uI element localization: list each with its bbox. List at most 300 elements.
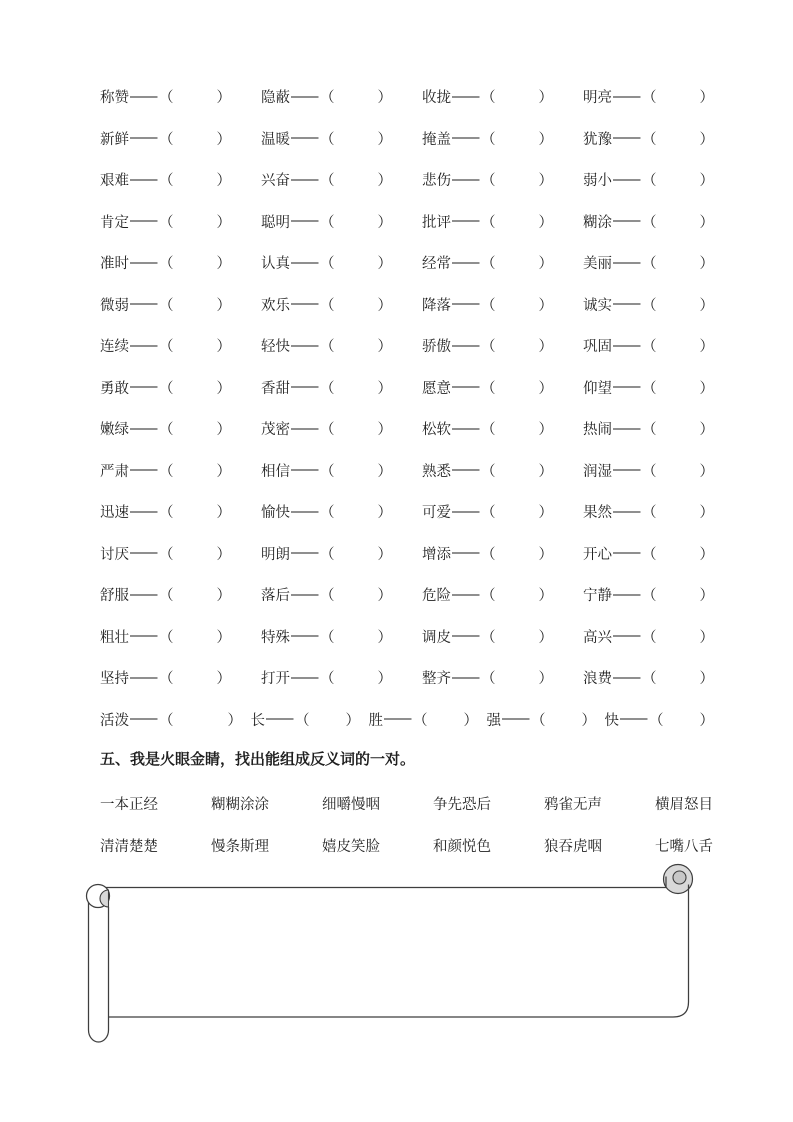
paren-open: （ [159,712,174,729]
dash-separator: —— [130,503,156,520]
word-pair-row [100,616,714,658]
paren-open: （ [159,173,174,190]
dash-separator: —— [291,420,317,437]
paren-open: （ [159,505,174,522]
word-pair-item [100,418,231,439]
word-label: 热闹 [583,422,612,439]
dash-separator: —— [130,420,156,437]
paren-close: ） [699,297,714,314]
idiom-item: 争先恐后 [433,796,491,813]
word-pair-item [422,252,553,273]
paren-open: （ [649,712,664,729]
paren-open: （ [481,90,496,107]
paren-close: ） [699,671,714,688]
paren-close: ） [699,422,714,439]
paren-open: （ [481,505,496,522]
dash-separator: —— [291,130,317,147]
word-label: 活泼 [100,712,129,729]
word-label: 坚持 [100,671,129,688]
word-label: 整齐 [422,671,451,688]
word-pair-item [583,543,714,564]
paren-close: ） [377,463,392,480]
paren-open: （ [481,463,496,480]
paren-close: ） [216,131,231,148]
idiom-item: 和颜悦色 [433,839,491,856]
word-pair-row [100,118,714,160]
word-pair-item [422,501,553,522]
paren-open: （ [320,380,335,397]
word-pair-row [100,408,714,450]
paren-open: （ [481,588,496,605]
paren-close: ） [227,712,242,729]
word-label: 增添 [422,546,451,563]
paren-open: （ [642,629,657,646]
dash-separator: —— [452,296,478,313]
paren-close: ） [538,588,553,605]
paren-close: ） [538,380,553,397]
paren-open: （ [320,214,335,231]
word-label: 准时 [100,256,129,273]
paren-open: （ [642,297,657,314]
paren-close: ） [538,629,553,646]
paren-close: ） [377,629,392,646]
dash-separator: —— [452,213,478,230]
word-label: 掩盖 [422,131,451,148]
dash-separator: —— [613,420,639,437]
word-pair-item [261,169,392,190]
word-pair-item [100,709,242,730]
paren-close: ） [538,256,553,273]
paren-close: ） [216,214,231,231]
word-label: 弱小 [583,173,612,190]
dash-separator: —— [130,296,156,313]
dash-separator: —— [452,669,478,686]
paren-close: ） [538,297,553,314]
dash-separator: —— [452,337,478,354]
paren-close: ） [699,173,714,190]
word-pair-row [100,450,714,492]
paren-open: （ [159,380,174,397]
word-pair-item [100,377,231,398]
dash-separator: —— [130,337,156,354]
word-pair-item [583,335,714,356]
word-pair-row [100,76,714,118]
word-label: 兴奋 [261,173,290,190]
dash-separator: —— [502,711,528,728]
paren-close: ） [377,297,392,314]
word-pair-item [422,377,553,398]
word-label: 经常 [422,256,451,273]
word-pair-item [261,252,392,273]
idiom-item: 横眉怒目 [655,796,713,813]
paren-close: ） [216,671,231,688]
paren-close: ） [699,588,714,605]
paren-open: （ [642,90,657,107]
word-pair-row [100,242,714,284]
word-pair-item [583,252,714,273]
paren-open: （ [481,131,496,148]
paren-open: （ [320,629,335,646]
word-pair-item [100,543,231,564]
paren-open: （ [159,588,174,605]
dash-separator: —— [291,337,317,354]
paren-open: （ [320,339,335,356]
word-label: 危险 [422,588,451,605]
paren-close: ） [538,422,553,439]
paren-open: （ [320,422,335,439]
paren-open: （ [481,671,496,688]
word-label: 降落 [422,297,451,314]
word-label: 香甜 [261,380,290,397]
paren-open: （ [642,339,657,356]
word-label: 隐蔽 [261,90,290,107]
word-pair-item [583,211,714,232]
word-pair-item [261,543,392,564]
dash-separator: —— [613,254,639,271]
paren-open: （ [320,671,335,688]
paren-open: （ [481,546,496,563]
word-pair-item [583,501,714,522]
word-label: 果然 [583,505,612,522]
word-pair-item [251,709,361,730]
paren-close: ） [216,629,231,646]
word-pair-item [422,460,553,481]
word-pair-item [100,169,231,190]
word-pair-row [100,367,714,409]
dash-separator: —— [291,296,317,313]
paren-close: ） [377,339,392,356]
word-pair-item [422,626,553,647]
word-pair-item [583,460,714,481]
word-pair-item [422,211,553,232]
paren-close: ） [699,90,714,107]
word-pair-item [583,169,714,190]
word-label: 勇敢 [100,380,129,397]
paren-open: （ [159,422,174,439]
idiom-item: 七嘴八舌 [655,839,713,856]
word-label: 肯定 [100,214,129,231]
word-pair-item [261,211,392,232]
word-pair-item [261,460,392,481]
dash-separator: —— [266,711,292,728]
word-pair-row [100,159,714,201]
word-pair-item [100,501,231,522]
word-pair-item [100,460,231,481]
dash-separator: —— [130,254,156,271]
idiom-list [100,782,713,867]
word-label: 迅速 [100,505,129,522]
paren-close: ） [538,131,553,148]
idiom-row [100,782,713,825]
paren-close: ） [216,546,231,563]
paren-close: ） [377,380,392,397]
paren-open: （ [481,422,496,439]
dash-separator: —— [613,213,639,230]
word-label: 强 [486,712,501,729]
word-label: 美丽 [583,256,612,273]
dash-separator: —— [291,462,317,479]
word-label: 严肃 [100,463,129,480]
word-label: 长 [250,712,265,729]
paren-close: ） [538,339,553,356]
word-pair-item [583,418,714,439]
dash-separator: —— [130,586,156,603]
word-pair-row [100,284,714,326]
word-label: 相信 [261,463,290,480]
word-label: 讨厌 [100,546,129,563]
idiom-item: 细嚼慢咽 [322,796,380,813]
section5-title: 五、我是火眼金睛，找出能组成反义词的一对。 [100,751,416,768]
dash-separator: —— [130,88,156,105]
word-label: 开心 [583,546,612,563]
word-pair-item [422,128,553,149]
dash-separator: —— [291,213,317,230]
word-label: 骄傲 [422,339,451,356]
idiom-item: 鸦雀无声 [544,796,602,813]
word-pair-item [422,86,553,107]
scroll-banner-shape [80,856,702,1048]
dash-separator: —— [291,586,317,603]
paren-close: ） [538,505,553,522]
paren-open: （ [320,505,335,522]
word-pair-item [261,418,392,439]
paren-open: （ [159,90,174,107]
word-label: 明朗 [261,546,290,563]
dash-separator: —— [291,669,317,686]
dash-separator: —— [291,545,317,562]
paren-open: （ [159,671,174,688]
paren-open: （ [642,671,657,688]
word-pair-item [583,584,714,605]
paren-close: ） [345,712,360,729]
paren-open: （ [642,546,657,563]
word-label: 特殊 [261,629,290,646]
word-label: 批评 [422,214,451,231]
paren-close: ） [216,422,231,439]
word-pair-item [605,709,715,730]
paren-close: ） [581,712,596,729]
paren-close: ） [216,297,231,314]
word-pair-item [261,667,392,688]
word-label: 欢乐 [261,297,290,314]
word-pair-item [583,377,714,398]
paren-open: （ [531,712,546,729]
paren-open: （ [642,422,657,439]
word-pair-row [100,657,714,699]
scroll-body-outline [106,877,689,1018]
dash-separator: —— [384,711,410,728]
paren-close: ） [699,463,714,480]
word-label: 明亮 [583,90,612,107]
word-pair-item [261,86,392,107]
dash-separator: —— [130,379,156,396]
word-label: 粗壮 [100,629,129,646]
word-pair-row [100,201,714,243]
word-label: 新鲜 [100,131,129,148]
paren-open: （ [320,588,335,605]
paren-close: ） [377,131,392,148]
paren-open: （ [159,297,174,314]
dash-separator: —— [613,669,639,686]
paren-open: （ [481,380,496,397]
dash-separator: —— [452,503,478,520]
paren-open: （ [159,339,174,356]
dash-separator: —— [291,628,317,645]
paren-close: ） [216,339,231,356]
paren-open: （ [481,256,496,273]
paren-open: （ [320,463,335,480]
dash-separator: —— [452,254,478,271]
word-pair-item [583,626,714,647]
paren-close: ） [699,339,714,356]
dash-separator: —— [613,337,639,354]
paren-open: （ [642,380,657,397]
paren-close: ） [463,712,478,729]
word-pair-item [100,128,231,149]
scroll-right-curl-inner [673,871,686,884]
word-pair-item [261,377,392,398]
idiom-item: 清清楚楚 [100,839,158,856]
word-pair-item [369,709,479,730]
word-pair-item [261,501,392,522]
paren-close: ） [216,173,231,190]
paren-close: ） [699,131,714,148]
paren-close: ） [699,214,714,231]
word-label: 浪费 [583,671,612,688]
paren-close: ） [538,546,553,563]
paren-open: （ [320,546,335,563]
dash-separator: —— [452,379,478,396]
paren-open: （ [159,131,174,148]
dash-separator: —— [613,503,639,520]
paren-close: ） [216,256,231,273]
dash-separator: —— [452,420,478,437]
dash-separator: —— [130,171,156,188]
paren-open: （ [481,297,496,314]
paren-open: （ [642,256,657,273]
dash-separator: —— [613,462,639,479]
word-pair-item [261,584,392,605]
word-label: 仰望 [583,380,612,397]
paren-close: ） [538,90,553,107]
idiom-item: 糊糊涂涂 [211,796,269,813]
paren-close: ） [377,546,392,563]
dash-separator: —— [291,254,317,271]
dash-separator: —— [130,545,156,562]
scroll-left-roll [89,900,109,1042]
dash-separator: —— [613,379,639,396]
dash-separator: —— [130,669,156,686]
word-pair-item [100,86,231,107]
dash-separator: —— [452,586,478,603]
word-pair-item [583,667,714,688]
paren-close: ） [377,505,392,522]
idiom-item: 慢条斯理 [211,839,269,856]
word-label: 诚实 [583,297,612,314]
word-pair-item [422,667,553,688]
paren-close: ） [377,588,392,605]
dash-separator: —— [613,545,639,562]
word-pair-item [100,211,231,232]
paren-close: ） [377,256,392,273]
paren-close: ） [699,505,714,522]
dash-separator: —— [130,462,156,479]
paren-open: （ [481,629,496,646]
paren-open: （ [320,173,335,190]
paren-close: ） [377,173,392,190]
word-label: 聪明 [261,214,290,231]
word-label: 打开 [261,671,290,688]
paren-close: ） [216,463,231,480]
paren-close: ） [377,214,392,231]
word-label: 糊涂 [583,214,612,231]
dash-separator: —— [452,628,478,645]
paren-close: ） [538,463,553,480]
word-pair-item [422,169,553,190]
paren-close: ） [699,380,714,397]
word-pair-item [422,584,553,605]
word-label: 高兴 [583,629,612,646]
paren-open: （ [642,173,657,190]
dash-separator: —— [130,711,156,728]
word-label: 犹豫 [583,131,612,148]
word-pair-row [100,325,714,367]
word-pair-item [422,294,553,315]
word-pair-item [261,626,392,647]
word-label: 巩固 [583,339,612,356]
dash-separator: —— [613,88,639,105]
word-pair-item [487,709,597,730]
word-pair-item [100,667,231,688]
dash-separator: —— [452,88,478,105]
dash-separator: —— [613,171,639,188]
word-label: 松软 [422,422,451,439]
word-pair-item [583,294,714,315]
idiom-item: 一本正经 [100,796,158,813]
dash-separator: —— [452,462,478,479]
paren-open: （ [642,463,657,480]
paren-close: ） [538,214,553,231]
antonym-word-list [100,76,714,740]
paren-open: （ [159,546,174,563]
word-pair-item [100,294,231,315]
word-pair-row [100,699,714,741]
word-label: 舒服 [100,588,129,605]
idiom-item: 嬉皮笑脸 [322,839,380,856]
word-label: 收拢 [422,90,451,107]
word-label: 艰难 [100,173,129,190]
paren-close: ） [699,256,714,273]
paren-open: （ [320,256,335,273]
paren-open: （ [295,712,310,729]
word-label: 宁静 [583,588,612,605]
word-pair-item [583,86,714,107]
paren-close: ） [377,90,392,107]
word-pair-item [261,335,392,356]
word-pair-item [261,128,392,149]
dash-separator: —— [130,213,156,230]
dash-separator: —— [613,586,639,603]
dash-separator: —— [613,628,639,645]
paren-close: ） [538,671,553,688]
dash-separator: —— [613,130,639,147]
dash-separator: —— [452,130,478,147]
word-label: 胜 [368,712,383,729]
word-label: 温暖 [261,131,290,148]
word-pair-item [100,335,231,356]
word-pair-item [100,252,231,273]
paren-open: （ [320,90,335,107]
